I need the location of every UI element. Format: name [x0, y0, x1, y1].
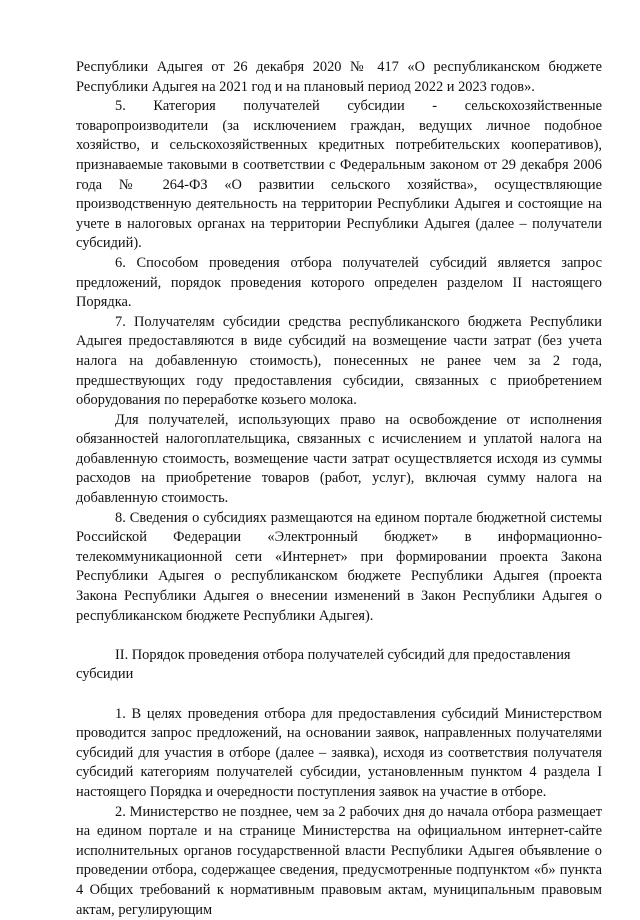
section-2-paragraph-1: 1. В целях проведения отбора для предоставления субсидий Министерством проводится запрос предложений, на основании заявок, направленных получателями субсидий для участия в отборе (далее – заявка), исходя из соответствия получателя субсидий категориям получателей субсидии, установленным пунктом 4 раздела I настоящего Порядка и очередности поступления заявок на участие в отборе. [76, 705, 602, 800]
section-2-heading: II. Порядок проведения отбора получателей субсидий для предоставления субсидии [76, 646, 571, 683]
paragraph-5-recipient-category: 5. Категория получателей субсидии - сельскохозяйственные товаропроизводители (за исключением граждан, ведущих личное подобное хозяйство, и сельскохозяйственных кредитных потребительских кооперативов), признаваемые таковыми в соответствии с Федеральным законом от 29 декабря 2006 года № 264-ФЗ «О развитии сельского хозяйства», осуществляющие производственную деятельность на территории Республики Адыгея и состоящие на учете в налоговых органах на территории Республики Адыгея (далее – получатели субсидий). [76, 98, 602, 252]
paragraph-8-subsidy-info: 8. Сведения о субсидиях размещаются на едином портале бюджетной системы Российской Федерации «Электронный бюджет» в информационно-телекоммуникационной сети «Интернет» при формировании проекта Закона Республики Адыгея о республиканском бюджете Республики Адыгея (проекта Закона Республики Адыгея о внесении изменений в Закон Республики Адыгея о республиканском бюджете Республики Адыгея). [76, 509, 602, 624]
paragraph-continuation: Республики Адыгея от 26 декабря 2020 № 417 «О республиканском бюджете Республики Адыгея на 2021 год и на плановый период 2022 и 2023 годов». [76, 59, 602, 95]
paragraph-7-subsidy-purpose: 7. Получателям субсидии средства республиканского бюджета Республики Адыгея предоставляются в виде субсидий на возмещение части затрат (без учета налога на добавленную стоимость), понесенных не ранее чем за 2 года, предшествующих году предоставления субсидии, связанных с приобретением оборудования по переработке козьего молока. [76, 313, 602, 409]
section-2-paragraph-2: 2. Министерство не позднее, чем за 2 рабочих дня до начала отбора размещает на едином портале и на странице Министерства на официальном интернет-сайте исполнительных органов государственной власти Республики Адыгея объявление о проведении отбора, содержащее сведения, предусмотренные подпунктом «б» пункта 4 Общих требований к нормативным правовым актам, муниципальным правовым актам, регулирующим [76, 803, 602, 918]
paragraph-6-selection-method: 6. Способом проведения отбора получателей субсидий является запрос предложений, порядок проведения которого определен разделом II настоящего Порядка. [76, 254, 602, 311]
paragraph-7-vat-exemption: Для получателей, использующих право на освобождение от исполнения обязанностей налогоплательщика, связанных с исчислением и уплатой налога на добавленную стоимость, возмещение части затрат осуществляется исходя из суммы расходов на приобретение товаров (работ, услуг), включая сумму налога на добавленную стоимость. [76, 411, 602, 507]
